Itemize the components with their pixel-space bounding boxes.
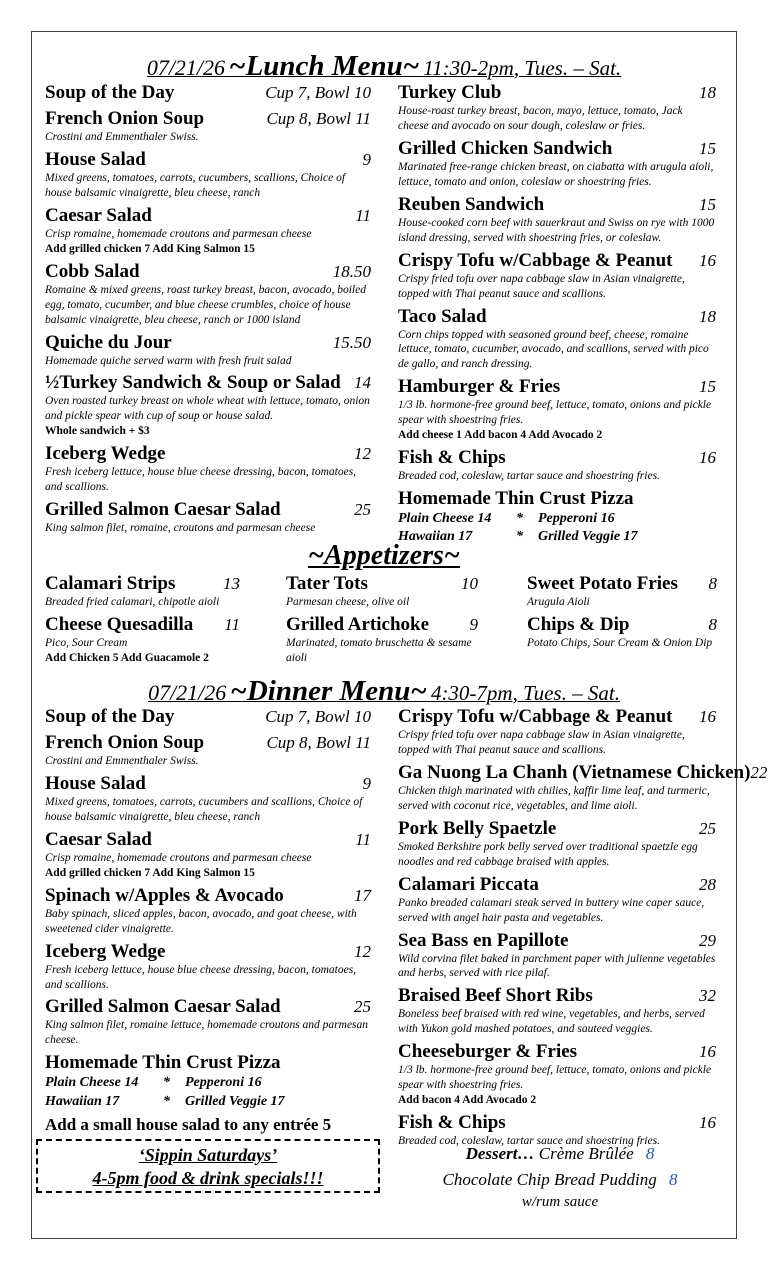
sippin-subtitle: 4-5pm food & drink specials!!! xyxy=(92,1168,324,1189)
menu-item-header xyxy=(45,82,371,104)
pizza-options-row xyxy=(398,510,716,528)
menu-item-price: 11 xyxy=(355,205,371,225)
dinner-hours: 4:30-7pm, Tues. – Sat. xyxy=(430,681,620,705)
menu-item xyxy=(398,930,716,982)
menu-item xyxy=(398,250,716,302)
menu-item-description: Parmesan cheese, olive oil xyxy=(286,596,410,608)
menu-item-portion: Cup 8, Bowl 11 xyxy=(266,109,371,128)
menu-item-price: 9 xyxy=(469,614,478,634)
menu-item xyxy=(45,941,371,993)
menu-item-description: House-cooked corn beef with sauerkraut and Swiss on rye with 1000 island dressing, served with shoestring fries, or coleslaw. xyxy=(398,216,715,244)
menu-item xyxy=(398,985,716,1037)
menu-item-addons: Add Chicken 5 Add Guacamole 2 xyxy=(45,651,209,664)
menu-item xyxy=(398,761,768,814)
dessert-item-price: 8 xyxy=(668,1170,678,1189)
menu-item-name: Cobb Salad xyxy=(45,260,140,282)
menu-item-addons: Add grilled chicken 7 Add King Salmon 15 xyxy=(45,242,255,255)
menu-item-price: 28 xyxy=(699,874,716,894)
menu-item-price: 15 xyxy=(699,377,716,397)
menu-item xyxy=(45,614,240,666)
pizza-option: Hawaiian 17 xyxy=(398,529,473,545)
menu-item-addons: Whole sandwich + $3 xyxy=(45,425,150,438)
menu-item-description: Mixed greens, tomatoes, carrots, cucumbers and scallions, Choice of house balsamic vinaigrette, bleu cheese, ranch xyxy=(45,795,363,823)
menu-item-name: Crispy Tofu w/Cabbage & Peanut xyxy=(398,249,673,271)
dessert-item-name: Chocolate Chip Bread Pudding xyxy=(442,1170,657,1189)
menu-item-description: Crispy fried tofu over napa cabbage slaw in Asian vinaigrette, topped with Thai peanut sauce and scallions. xyxy=(398,272,685,300)
menu-item-description: Marinated free-range chicken breast, on ciabatta with arugula aioli, lettuce, tomato and onion, coleslaw or shoestring fries. xyxy=(398,160,714,188)
menu-item xyxy=(45,108,371,145)
menu-item-header xyxy=(398,138,716,160)
menu-item-name: Turkey Club xyxy=(398,82,502,103)
menu-item-name: Sea Bass en Papillote xyxy=(398,929,569,951)
menu-item-name: Caesar Salad xyxy=(45,828,152,850)
menu-item-description: Romaine & mixed greens, roast turkey breast, bacon, avocado, boiled egg, tomato, cucumber, and blue cheese crumbles, choice of house balsamic vinaigrette, bleu cheese, ranch or 1000 island xyxy=(45,283,366,326)
menu-item-price: 32 xyxy=(699,986,716,1006)
appetizers-column-2 xyxy=(286,573,478,670)
menu-item-name: Calamari Strips xyxy=(45,573,176,594)
lunch-date: 07/21/26 xyxy=(146,55,226,80)
menu-item-description: Fresh iceberg lettuce, house blue cheese dressing, bacon, tomatoes, and scallions. xyxy=(45,963,357,991)
menu-item-price: 18 xyxy=(699,306,716,326)
menu-item-name: Braised Beef Short Ribs xyxy=(398,985,593,1007)
menu-item-header xyxy=(286,573,478,595)
menu-item-price: 11 xyxy=(355,829,371,849)
menu-item-description: Boneless beef braised with red wine, vegetables, and herbs, served with Yukon gold mashed potatoes, and sauteed veggies. xyxy=(398,1008,705,1036)
menu-item xyxy=(45,261,371,328)
menu-item-name: Soup of the Day xyxy=(45,706,175,727)
menu-item-name: Caesar Salad xyxy=(45,204,152,226)
menu-item-price: 16 xyxy=(699,448,716,468)
dinner-right-column xyxy=(398,706,768,1153)
menu-item-price: 9 xyxy=(362,149,371,169)
menu-item-name: Grilled Salmon Caesar Salad xyxy=(45,996,281,1018)
menu-item xyxy=(398,447,716,484)
menu-item-header xyxy=(45,706,371,728)
pizza-name: Homemade Thin Crust Pizza xyxy=(45,1052,281,1074)
menu-item xyxy=(45,996,371,1048)
menu-item-price: 12 xyxy=(354,941,371,961)
menu-item-name: ½Turkey Sandwich & Soup or Salad xyxy=(45,372,341,394)
menu-item-header xyxy=(45,573,240,595)
menu-item-description: Potato Chips, Sour Cream & Onion Dip xyxy=(527,636,713,649)
dinner-left-column xyxy=(45,706,371,1135)
appetizers-title: ~Appetizers~ xyxy=(308,540,460,571)
menu-item-header xyxy=(45,108,371,130)
menu-item-price: 9 xyxy=(362,773,371,793)
menu-item-name: Reuben Sandwich xyxy=(398,193,545,215)
menu-item-header xyxy=(45,332,371,354)
menu-item-header xyxy=(45,996,371,1018)
menu-item-portion: Cup 8, Bowl 11 xyxy=(266,733,371,752)
menu-item-header xyxy=(398,376,716,398)
menu-item xyxy=(398,818,716,870)
menu-item-description: Smoked Berkshire pork belly served over traditional spaetzle egg noodles and red cabbage braised with apples. xyxy=(398,840,698,868)
menu-item-description: Panko breaded calamari steak served in buttery wine caper sauce, served with angel hair pasta and vegetables. xyxy=(398,896,705,924)
menu-item-header xyxy=(45,443,371,465)
menu-item xyxy=(398,376,716,443)
menu-item-description: Breaded cod, coleslaw, tartar sauce and shoestring fries. xyxy=(398,1135,660,1148)
menu-item-header xyxy=(45,885,371,907)
menu-item-header xyxy=(398,761,768,784)
menu-item-header xyxy=(398,447,716,469)
menu-item-header xyxy=(527,614,717,636)
dessert-label: Dessert… xyxy=(465,1144,535,1163)
menu-item xyxy=(45,829,371,881)
menu-item-name: Calamari Piccata xyxy=(398,873,539,895)
menu-item-description: Fresh iceberg lettuce, house blue cheese dressing, bacon, tomatoes, and scallions. xyxy=(45,466,357,494)
pizza-option: Grilled Veggie 17 xyxy=(185,1093,285,1109)
menu-item-price: 25 xyxy=(699,818,716,838)
menu-item-name: Crispy Tofu w/Cabbage & Peanut xyxy=(398,706,673,727)
menu-item-description: Crostini and Emmenthaler Swiss. xyxy=(45,755,199,767)
menu-item-header xyxy=(45,732,371,754)
pizza-options-row xyxy=(45,1074,371,1092)
menu-item-header xyxy=(398,306,716,328)
menu-item-addons: Add bacon 4 Add Avocado 2 xyxy=(398,1094,537,1107)
menu-item xyxy=(45,885,371,937)
lunch-title: ~Lunch Menu~ xyxy=(229,50,420,82)
menu-item-header xyxy=(398,706,716,728)
menu-item-header xyxy=(45,261,371,283)
menu-item-description: Oven roasted turkey breast on whole wheat with lettuce, tomato, onion and pickle spear with cup of soup or house salad. xyxy=(45,395,370,423)
menu-item-description: Marinated, tomato bruschetta & sesame aioli xyxy=(286,636,472,664)
menu-item-price: 18 xyxy=(699,83,716,102)
pizza-item xyxy=(398,488,716,546)
menu-item-header xyxy=(398,250,716,272)
lunch-header xyxy=(0,50,768,83)
menu-item-name: Iceberg Wedge xyxy=(45,940,166,962)
menu-item-description: Homemade quiche served warm with fresh fruit salad xyxy=(45,354,292,367)
appetizers-column-1 xyxy=(45,573,240,670)
lunch-right-column xyxy=(398,82,716,550)
pizza-option: Grilled Veggie 17 xyxy=(538,529,638,545)
menu-item-price: 12 xyxy=(354,444,371,464)
menu-item xyxy=(45,573,240,610)
dessert-line-1 xyxy=(400,1142,720,1166)
menu-item-price: 15 xyxy=(699,138,716,158)
dessert-item-price: 8 xyxy=(645,1144,655,1163)
menu-item-addons: Add cheese 1 Add bacon 4 Add Avocado 2 xyxy=(398,429,603,442)
menu-item xyxy=(45,732,371,769)
side-salad-offer: Add a small house salad to any entrée 5 xyxy=(45,1114,332,1134)
menu-item xyxy=(45,773,371,825)
menu-item-name: Fish & Chips xyxy=(398,1112,506,1134)
menu-item-name: Grilled Chicken Sandwich xyxy=(398,137,613,159)
menu-item-name: Cheeseburger & Fries xyxy=(398,1041,578,1063)
pizza-option: Plain Cheese 14 xyxy=(398,511,492,527)
menu-item-description: Crispy fried tofu over napa cabbage slaw in Asian vinaigrette, topped with Thai peanut sauce and scallions. xyxy=(398,729,685,756)
pizza-name: Homemade Thin Crust Pizza xyxy=(398,488,634,510)
dinner-header xyxy=(0,675,768,708)
menu-item xyxy=(527,614,717,651)
menu-item-header xyxy=(45,149,371,171)
menu-item-name: Pork Belly Spaetzle xyxy=(398,817,557,839)
menu-item-price: 11 xyxy=(224,614,240,634)
menu-item-header xyxy=(398,930,716,952)
separator: * xyxy=(163,1093,170,1109)
menu-item-description: Breaded cod, coleslaw, tartar sauce and shoestring fries. xyxy=(398,470,660,483)
menu-item-header xyxy=(398,818,716,840)
separator: * xyxy=(163,1075,170,1091)
menu-item xyxy=(398,194,716,246)
menu-item-price: 25 xyxy=(354,997,371,1017)
dessert-item-note: w/rum sauce xyxy=(521,1193,599,1210)
menu-item-name: Taco Salad xyxy=(398,305,487,327)
menu-item-header xyxy=(45,372,371,394)
menu-item-name: House Salad xyxy=(45,148,146,170)
menu-item-name: Grilled Artichoke xyxy=(286,613,430,635)
dinner-date: 07/21/26 xyxy=(148,680,227,705)
menu-item-header xyxy=(398,1041,716,1063)
lunch-left-column xyxy=(45,82,371,540)
menu-item-name: Grilled Salmon Caesar Salad xyxy=(45,499,281,521)
menu-item xyxy=(45,706,371,728)
menu-item-price: 14 xyxy=(354,373,371,393)
menu-item xyxy=(45,443,371,495)
pizza-options-row xyxy=(45,1093,371,1111)
menu-item xyxy=(45,205,371,257)
dessert-item-name: Crème Brûlée xyxy=(538,1144,634,1163)
menu-item-price: 17 xyxy=(354,885,371,905)
menu-item-description: Baby spinach, sliced apples, bacon, avocado, and goat cheese, with sweetened cider vinaigrette. xyxy=(45,907,357,935)
menu-item-portion: Cup 7, Bowl 10 xyxy=(265,707,371,726)
menu-item-header xyxy=(527,573,717,595)
menu-item-header xyxy=(45,829,371,851)
dinner-title: ~Dinner Menu~ xyxy=(230,675,427,707)
dessert-line-2 xyxy=(400,1168,720,1213)
menu-item-name: French Onion Soup xyxy=(45,732,205,753)
menu-item-description: Arugula Aioli xyxy=(527,596,590,608)
menu-item-name: Chips & Dip xyxy=(527,613,630,635)
menu-item-description: Crisp romaine, homemade croutons and parmesan cheese xyxy=(45,227,312,240)
menu-item xyxy=(45,499,371,536)
menu-item-description: Breaded fried calamari, chipotle aioli xyxy=(45,596,220,608)
menu-item-header xyxy=(286,614,478,636)
menu-item-description: Crostini and Emmenthaler Swiss. xyxy=(45,131,199,143)
sippin-title: ‘Sippin Saturdays’ xyxy=(138,1145,278,1165)
menu-item-price: 8 xyxy=(708,574,717,593)
menu-item-name: Spinach w/Apples & Avocado xyxy=(45,884,284,906)
menu-item-description: Pico, Sour Cream xyxy=(45,636,128,649)
menu-item-price: 16 xyxy=(699,1042,716,1062)
menu-item xyxy=(527,573,717,610)
menu-item xyxy=(398,1041,716,1108)
menu-item-name: Hamburger & Fries xyxy=(398,376,561,398)
menu-item-header xyxy=(398,82,716,104)
menu-item-header xyxy=(398,1112,716,1134)
menu-item-name: Fish & Chips xyxy=(398,447,506,469)
menu-item-price: 15.50 xyxy=(332,332,371,352)
appetizers-column-3 xyxy=(527,573,717,655)
pizza-item xyxy=(45,1052,371,1110)
menu-item xyxy=(398,706,716,758)
menu-item-price: 16 xyxy=(699,1113,716,1133)
menu-item xyxy=(45,332,371,369)
menu-item-name: Soup of the Day xyxy=(45,82,175,103)
pizza-option: Plain Cheese 14 xyxy=(45,1075,139,1091)
menu-item-description: 1/3 lb. hormone-free ground beef, lettuce, tomato, onions and pickle spear with shoestring fries. xyxy=(398,399,712,427)
menu-item-price: 13 xyxy=(223,574,240,593)
menu-item-header xyxy=(398,874,716,896)
menu-item-description: Corn chips topped with seasoned ground beef, cheese, romaine lettuce, tomato, cucumber, avocado, and scallions, served with pico de gallo, and ranch dressing. xyxy=(398,328,709,371)
menu-item-description: King salmon filet, romaine, croutons and parmesan cheese xyxy=(45,522,316,535)
menu-item-name: Iceberg Wedge xyxy=(45,443,166,465)
pizza-option: Hawaiian 17 xyxy=(45,1093,120,1109)
pizza-option: Pepperoni 16 xyxy=(185,1075,262,1091)
menu-item-header xyxy=(398,194,716,216)
menu-item xyxy=(398,138,716,190)
menu-item-name: French Onion Soup xyxy=(45,108,205,129)
menu-item xyxy=(45,372,371,439)
menu-item-name: Ga Nuong La Chanh (Vietnamese Chicken) xyxy=(398,761,751,783)
menu-item-price: 18.50 xyxy=(332,261,371,281)
menu-item-price: 10 xyxy=(461,574,478,593)
menu-item-addons: Add grilled chicken 7 Add King Salmon 15 xyxy=(45,866,255,879)
menu-item-name: Sweet Potato Fries xyxy=(527,573,678,594)
menu-item-header xyxy=(45,499,371,521)
separator: * xyxy=(516,511,523,527)
menu-item-description: 1/3 lb. hormone-free ground beef, lettuce, tomato, onions and pickle spear with shoestring fries. xyxy=(398,1064,712,1092)
menu-item-name: Quiche du Jour xyxy=(45,331,172,353)
lunch-hours: 11:30-2pm, Tues. – Sat. xyxy=(423,56,622,80)
menu-item-price: 8 xyxy=(708,614,717,634)
menu-item-header xyxy=(398,985,716,1007)
menu-item-header xyxy=(45,205,371,227)
menu-item-description: King salmon filet, romaine lettuce, homemade croutons and parmesan cheese. xyxy=(45,1019,369,1047)
menu-item-price: 15 xyxy=(699,194,716,214)
menu-item-header xyxy=(45,773,371,795)
menu-item-header xyxy=(45,941,371,963)
menu-item-price: 16 xyxy=(699,250,716,270)
menu-item-price: 16 xyxy=(699,707,716,726)
menu-item-price: 22 xyxy=(750,762,768,782)
menu-item-price: 25 xyxy=(354,500,371,520)
sippin-saturdays-box xyxy=(36,1139,380,1193)
pizza-option: Pepperoni 16 xyxy=(538,511,615,527)
menu-item-description: House-roast turkey breast, bacon, mayo, lettuce, tomato, Jack cheese and avocado on sour dough, coleslaw or fries. xyxy=(398,105,683,132)
menu-item xyxy=(398,306,716,373)
menu-item-name: Cheese Quesadilla xyxy=(45,613,194,635)
menu-item xyxy=(45,149,371,201)
menu-item xyxy=(286,573,478,610)
menu-item-price: 29 xyxy=(699,930,716,950)
menu-item-description: Mixed greens, tomatoes, carrots, cucumbers, scallions, Choice of house balsamic vinaigrette, bleu cheese, ranch xyxy=(45,171,346,199)
menu-item-header xyxy=(45,614,240,636)
menu-item xyxy=(286,614,478,666)
menu-item-description: Crisp romaine, homemade croutons and parmesan cheese xyxy=(45,851,312,864)
menu-item-portion: Cup 7, Bowl 10 xyxy=(265,83,371,102)
menu-item-name: House Salad xyxy=(45,772,146,794)
menu-item xyxy=(398,82,716,134)
menu-item xyxy=(398,874,716,926)
separator: * xyxy=(516,529,523,545)
menu-item-description: Chicken thigh marinated with chilies, kaffir lime leaf, and turmeric, served with coconut rice, vegetables, and lime aioli. xyxy=(398,784,710,812)
menu-item-name: Tater Tots xyxy=(286,573,368,594)
menu-item-description: Wild corvina filet baked in parchment paper with julienne vegetables and herbs, served with rice pilaf. xyxy=(398,952,716,980)
menu-item xyxy=(45,82,371,104)
